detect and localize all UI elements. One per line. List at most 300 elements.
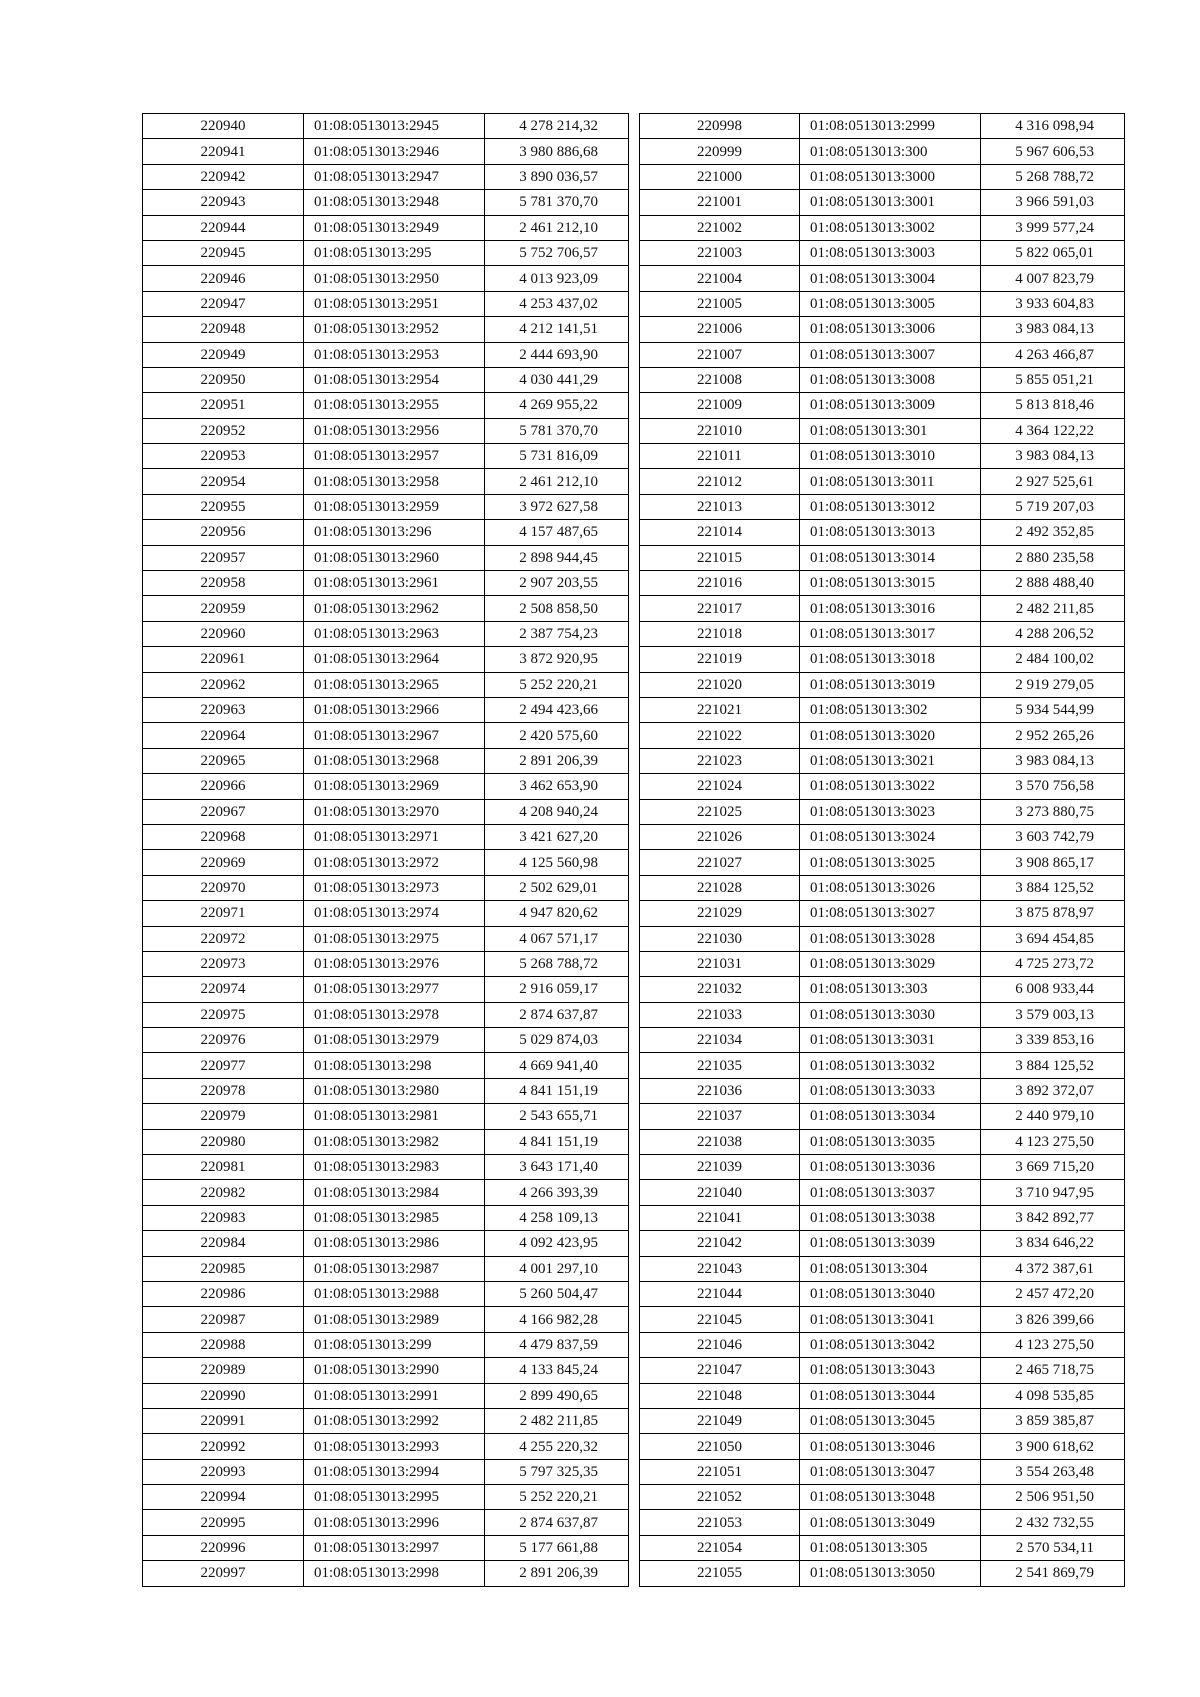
value-cell: 3 834 646,22 [981,1231,1125,1256]
value-cell: 2 952 265,26 [981,723,1125,748]
record-number-cell: 220941 [143,139,304,164]
record-number-cell: 221001 [640,190,800,215]
cadastral-number-cell: 01:08:0513013:3043 [800,1358,981,1383]
record-number-cell: 220970 [143,875,304,900]
record-number-cell: 221026 [640,824,800,849]
value-cell: 2 927 525,61 [981,469,1125,494]
cadastral-number-cell: 01:08:0513013:2992 [304,1408,485,1433]
value-cell: 2 898 944,45 [485,545,629,570]
table-row [640,621,1125,646]
table-row [640,1358,1125,1383]
table-row [143,114,629,139]
value-cell: 3 872 920,95 [485,647,629,672]
table-row [143,317,629,342]
cadastral-number-cell: 01:08:0513013:3035 [800,1129,981,1154]
table-row [640,824,1125,849]
table-row [143,164,629,189]
table-row [143,367,629,392]
record-number-cell: 221040 [640,1180,800,1205]
value-cell: 4 263 466,87 [981,342,1125,367]
value-cell: 4 364 122,22 [981,418,1125,443]
cadastral-number-cell: 01:08:0513013:301 [800,418,981,443]
record-number-cell: 221014 [640,520,800,545]
table-row [640,774,1125,799]
record-number-cell: 220945 [143,240,304,265]
table-row [640,1205,1125,1230]
cadastral-number-cell: 01:08:0513013:3024 [800,824,981,849]
cadastral-number-cell: 01:08:0513013:2948 [304,190,485,215]
cadastral-number-cell: 01:08:0513013:3049 [800,1510,981,1535]
record-number-cell: 220975 [143,1002,304,1027]
value-cell: 3 273 880,75 [981,799,1125,824]
cadastral-number-cell: 01:08:0513013:2972 [304,850,485,875]
value-cell: 3 859 385,87 [981,1408,1125,1433]
cadastral-number-cell: 01:08:0513013:3032 [800,1053,981,1078]
cadastral-number-cell: 01:08:0513013:3023 [800,799,981,824]
record-number-cell: 221027 [640,850,800,875]
value-cell: 2 543 655,71 [485,1104,629,1129]
record-number-cell: 221010 [640,418,800,443]
cadastral-number-cell: 01:08:0513013:3018 [800,647,981,672]
cadastral-number-cell: 01:08:0513013:2970 [304,799,485,824]
cadastral-number-cell: 01:08:0513013:3020 [800,723,981,748]
cadastral-number-cell: 01:08:0513013:3050 [800,1561,981,1586]
cadastral-number-cell: 01:08:0513013:2982 [304,1129,485,1154]
record-number-cell: 220976 [143,1028,304,1053]
table-row [640,1434,1125,1459]
cadastral-number-cell: 01:08:0513013:2977 [304,977,485,1002]
value-cell: 4 123 275,50 [981,1129,1125,1154]
value-cell: 3 669 715,20 [981,1155,1125,1180]
value-cell: 2 461 212,10 [485,215,629,240]
record-number-cell: 220986 [143,1281,304,1306]
table-row [143,342,629,367]
cadastral-number-cell: 01:08:0513013:2988 [304,1281,485,1306]
record-number-cell: 220985 [143,1256,304,1281]
value-cell: 5 752 706,57 [485,240,629,265]
record-number-cell: 221048 [640,1383,800,1408]
record-number-cell: 221029 [640,901,800,926]
record-number-cell: 220971 [143,901,304,926]
value-cell: 2 492 352,85 [981,520,1125,545]
cadastral-number-cell: 01:08:0513013:2987 [304,1256,485,1281]
cadastral-number-cell: 01:08:0513013:2949 [304,215,485,240]
table-row [143,1408,629,1433]
record-number-cell: 221037 [640,1104,800,1129]
table-row [640,901,1125,926]
record-number-cell: 220998 [640,114,800,139]
table-row [143,1307,629,1332]
record-number-cell: 221049 [640,1408,800,1433]
record-number-cell: 220956 [143,520,304,545]
cadastral-number-cell: 01:08:0513013:3013 [800,520,981,545]
left-table-body [143,114,629,1587]
cadastral-number-cell: 01:08:0513013:3038 [800,1205,981,1230]
table-row [640,723,1125,748]
table-row [143,621,629,646]
cadastral-number-cell: 01:08:0513013:2999 [800,114,981,139]
table-row [640,114,1125,139]
table-row [143,1561,629,1586]
cadastral-number-cell: 01:08:0513013:3000 [800,164,981,189]
value-cell: 5 268 788,72 [485,951,629,976]
table-row [640,647,1125,672]
table-row [640,164,1125,189]
table-row [640,1510,1125,1535]
table-row [640,393,1125,418]
record-number-cell: 221050 [640,1434,800,1459]
record-number-cell: 221055 [640,1561,800,1586]
table-row [640,672,1125,697]
value-cell: 5 177 661,88 [485,1535,629,1560]
table-row [143,1053,629,1078]
cadastral-number-cell: 01:08:0513013:2991 [304,1383,485,1408]
record-number-cell: 221011 [640,444,800,469]
record-number-cell: 220952 [143,418,304,443]
cadastral-number-cell: 01:08:0513013:3010 [800,444,981,469]
value-cell: 3 826 399,66 [981,1307,1125,1332]
record-number-cell: 221008 [640,367,800,392]
table-row [143,139,629,164]
record-number-cell: 220995 [143,1510,304,1535]
value-cell: 4 125 560,98 [485,850,629,875]
value-cell: 4 669 941,40 [485,1053,629,1078]
cadastral-number-cell: 01:08:0513013:3027 [800,901,981,926]
table-row [640,469,1125,494]
cadastral-number-cell: 01:08:0513013:296 [304,520,485,545]
value-cell: 2 874 637,87 [485,1002,629,1027]
value-cell: 2 891 206,39 [485,748,629,773]
cadastral-number-cell: 01:08:0513013:2964 [304,647,485,672]
record-number-cell: 220965 [143,748,304,773]
record-number-cell: 221054 [640,1535,800,1560]
cadastral-number-cell: 01:08:0513013:3008 [800,367,981,392]
cadastral-number-cell: 01:08:0513013:2965 [304,672,485,697]
value-cell: 3 694 454,85 [981,926,1125,951]
value-cell: 2 461 212,10 [485,469,629,494]
value-cell: 5 268 788,72 [981,164,1125,189]
table-row [143,494,629,519]
cadastral-number-cell: 01:08:0513013:2947 [304,164,485,189]
cadastral-number-cell: 01:08:0513013:2950 [304,266,485,291]
record-number-cell: 221009 [640,393,800,418]
record-number-cell: 221019 [640,647,800,672]
cadastral-number-cell: 01:08:0513013:2962 [304,596,485,621]
record-number-cell: 220959 [143,596,304,621]
cadastral-number-cell: 01:08:0513013:299 [304,1332,485,1357]
value-cell: 4 479 837,59 [485,1332,629,1357]
cadastral-number-cell: 01:08:0513013:2951 [304,291,485,316]
table-row [143,596,629,621]
table-row [640,215,1125,240]
record-number-cell: 221051 [640,1459,800,1484]
table-row [143,1231,629,1256]
cadastral-number-cell: 01:08:0513013:3033 [800,1078,981,1103]
cadastral-number-cell: 01:08:0513013:304 [800,1256,981,1281]
cadastral-number-cell: 01:08:0513013:303 [800,977,981,1002]
value-cell: 2 541 869,79 [981,1561,1125,1586]
table-row [143,520,629,545]
table-row [640,1307,1125,1332]
record-number-cell: 220957 [143,545,304,570]
value-cell: 4 133 845,24 [485,1358,629,1383]
cadastral-number-cell: 01:08:0513013:3009 [800,393,981,418]
value-cell: 4 123 275,50 [981,1332,1125,1357]
record-number-cell: 220960 [143,621,304,646]
cadastral-number-cell: 01:08:0513013:2957 [304,444,485,469]
record-number-cell: 221033 [640,1002,800,1027]
record-number-cell: 220994 [143,1485,304,1510]
table-row [640,1459,1125,1484]
table-row [143,1205,629,1230]
record-number-cell: 220951 [143,393,304,418]
record-number-cell: 220963 [143,697,304,722]
value-cell: 2 880 235,58 [981,545,1125,570]
value-cell: 4 316 098,94 [981,114,1125,139]
record-number-cell: 220969 [143,850,304,875]
record-number-cell: 220943 [143,190,304,215]
cadastral-number-cell: 01:08:0513013:3014 [800,545,981,570]
value-cell: 2 907 203,55 [485,571,629,596]
cadastral-number-cell: 01:08:0513013:2980 [304,1078,485,1103]
table-row [640,1561,1125,1586]
cadastral-number-cell: 01:08:0513013:3016 [800,596,981,621]
value-cell: 3 875 878,97 [981,901,1125,926]
table-row [143,215,629,240]
table-row [640,444,1125,469]
value-cell: 3 983 084,13 [981,444,1125,469]
value-cell: 2 899 490,65 [485,1383,629,1408]
value-cell: 5 029 874,03 [485,1028,629,1053]
value-cell: 2 919 279,05 [981,672,1125,697]
table-row [143,1155,629,1180]
cadastral-number-cell: 01:08:0513013:2968 [304,748,485,773]
table-row [640,596,1125,621]
left-table [142,113,629,1587]
cadastral-number-cell: 01:08:0513013:3025 [800,850,981,875]
record-number-cell: 220996 [143,1535,304,1560]
cadastral-number-cell: 01:08:0513013:2993 [304,1434,485,1459]
table-row [640,291,1125,316]
cadastral-number-cell: 01:08:0513013:3036 [800,1155,981,1180]
table-row [143,418,629,443]
value-cell: 5 822 065,01 [981,240,1125,265]
cadastral-number-cell: 01:08:0513013:2971 [304,824,485,849]
table-row [143,1180,629,1205]
record-number-cell: 221036 [640,1078,800,1103]
record-number-cell: 221030 [640,926,800,951]
table-row [143,1510,629,1535]
value-cell: 5 781 370,70 [485,190,629,215]
table-row [640,240,1125,265]
cadastral-number-cell: 01:08:0513013:3026 [800,875,981,900]
cadastral-number-cell: 01:08:0513013:2960 [304,545,485,570]
table-row [143,1383,629,1408]
record-number-cell: 220987 [143,1307,304,1332]
table-row [640,1256,1125,1281]
value-cell: 3 999 577,24 [981,215,1125,240]
record-number-cell: 221041 [640,1205,800,1230]
record-number-cell: 220964 [143,723,304,748]
record-number-cell: 220993 [143,1459,304,1484]
value-cell: 3 890 036,57 [485,164,629,189]
cadastral-number-cell: 01:08:0513013:2989 [304,1307,485,1332]
value-cell: 3 892 372,07 [981,1078,1125,1103]
cadastral-number-cell: 01:08:0513013:2956 [304,418,485,443]
cadastral-number-cell: 01:08:0513013:3029 [800,951,981,976]
table-row [640,951,1125,976]
record-number-cell: 221039 [640,1155,800,1180]
table-row [143,1332,629,1357]
value-cell: 4 007 823,79 [981,266,1125,291]
value-cell: 5 855 051,21 [981,367,1125,392]
value-cell: 4 030 441,29 [485,367,629,392]
cadastral-number-cell: 01:08:0513013:2974 [304,901,485,926]
value-cell: 5 719 207,03 [981,494,1125,519]
value-cell: 2 888 488,40 [981,571,1125,596]
table-row [640,1408,1125,1433]
record-number-cell: 220961 [143,647,304,672]
record-number-cell: 221047 [640,1358,800,1383]
table-row [143,469,629,494]
cadastral-number-cell: 01:08:0513013:298 [304,1053,485,1078]
table-row [143,951,629,976]
record-number-cell: 221021 [640,697,800,722]
cadastral-number-cell: 01:08:0513013:2961 [304,571,485,596]
value-cell: 4 255 220,32 [485,1434,629,1459]
table-row [143,240,629,265]
record-number-cell: 220953 [143,444,304,469]
cadastral-number-cell: 01:08:0513013:2986 [304,1231,485,1256]
value-cell: 3 710 947,95 [981,1180,1125,1205]
value-cell: 4 013 923,09 [485,266,629,291]
cadastral-number-cell: 01:08:0513013:2990 [304,1358,485,1383]
record-number-cell: 221053 [640,1510,800,1535]
record-number-cell: 221052 [640,1485,800,1510]
record-number-cell: 220974 [143,977,304,1002]
table-row [143,748,629,773]
table-row [143,1434,629,1459]
record-number-cell: 221006 [640,317,800,342]
table-row [640,317,1125,342]
record-number-cell: 220944 [143,215,304,240]
record-number-cell: 220984 [143,1231,304,1256]
value-cell: 3 933 604,83 [981,291,1125,316]
value-cell: 3 462 653,90 [485,774,629,799]
value-cell: 4 947 820,62 [485,901,629,926]
record-number-cell: 221038 [640,1129,800,1154]
record-number-cell: 221015 [640,545,800,570]
table-row [143,393,629,418]
cadastral-number-cell: 01:08:0513013:300 [800,139,981,164]
cadastral-number-cell: 01:08:0513013:2976 [304,951,485,976]
value-cell: 3 643 171,40 [485,1155,629,1180]
record-number-cell: 220991 [143,1408,304,1433]
value-cell: 2 502 629,01 [485,875,629,900]
cadastral-number-cell: 01:08:0513013:2946 [304,139,485,164]
record-number-cell: 221024 [640,774,800,799]
table-row [640,926,1125,951]
value-cell: 3 603 742,79 [981,824,1125,849]
value-cell: 4 092 423,95 [485,1231,629,1256]
right-table [639,113,1125,1587]
cadastral-number-cell: 01:08:0513013:2984 [304,1180,485,1205]
right-table-body [640,114,1125,1587]
record-number-cell: 221035 [640,1053,800,1078]
cadastral-number-cell: 01:08:0513013:3003 [800,240,981,265]
table-row [143,1281,629,1306]
record-number-cell: 220949 [143,342,304,367]
table-row [640,977,1125,1002]
record-number-cell: 221004 [640,266,800,291]
value-cell: 3 884 125,52 [981,1053,1125,1078]
record-number-cell: 221002 [640,215,800,240]
table-row [640,850,1125,875]
table-row [143,1129,629,1154]
cadastral-number-cell: 01:08:0513013:2953 [304,342,485,367]
record-number-cell: 221043 [640,1256,800,1281]
value-cell: 4 278 214,32 [485,114,629,139]
record-number-cell: 221028 [640,875,800,900]
table-row [640,494,1125,519]
value-cell: 3 983 084,13 [981,317,1125,342]
cadastral-number-cell: 01:08:0513013:3044 [800,1383,981,1408]
record-number-cell: 220981 [143,1155,304,1180]
record-number-cell: 221018 [640,621,800,646]
cadastral-number-cell: 01:08:0513013:295 [304,240,485,265]
record-number-cell: 220955 [143,494,304,519]
record-number-cell: 220942 [143,164,304,189]
cadastral-number-cell: 01:08:0513013:2954 [304,367,485,392]
cadastral-number-cell: 01:08:0513013:302 [800,697,981,722]
value-cell: 4 166 982,28 [485,1307,629,1332]
table-row [640,545,1125,570]
table-row [143,1078,629,1103]
value-cell: 5 252 220,21 [485,672,629,697]
cadastral-number-cell: 01:08:0513013:3006 [800,317,981,342]
value-cell: 2 916 059,17 [485,977,629,1002]
record-number-cell: 220989 [143,1358,304,1383]
record-number-cell: 220978 [143,1078,304,1103]
cadastral-number-cell: 01:08:0513013:2996 [304,1510,485,1535]
cadastral-number-cell: 01:08:0513013:2975 [304,926,485,951]
record-number-cell: 220958 [143,571,304,596]
record-number-cell: 220979 [143,1104,304,1129]
cadastral-number-cell: 01:08:0513013:2945 [304,114,485,139]
cadastral-number-cell: 01:08:0513013:3007 [800,342,981,367]
table-row [640,342,1125,367]
value-cell: 2 420 575,60 [485,723,629,748]
table-row [640,1078,1125,1103]
table-row [640,799,1125,824]
table-row [143,647,629,672]
table-row [143,697,629,722]
table-row [143,444,629,469]
cadastral-number-cell: 01:08:0513013:3030 [800,1002,981,1027]
value-cell: 2 484 100,02 [981,647,1125,672]
cadastral-number-cell: 01:08:0513013:3048 [800,1485,981,1510]
table-row [640,1155,1125,1180]
table-row [640,1180,1125,1205]
record-number-cell: 221031 [640,951,800,976]
value-cell: 5 731 816,09 [485,444,629,469]
value-cell: 4 841 151,19 [485,1078,629,1103]
cadastral-number-cell: 01:08:0513013:2966 [304,697,485,722]
cadastral-number-cell: 01:08:0513013:3004 [800,266,981,291]
record-number-cell: 220990 [143,1383,304,1408]
record-number-cell: 221017 [640,596,800,621]
record-number-cell: 220954 [143,469,304,494]
